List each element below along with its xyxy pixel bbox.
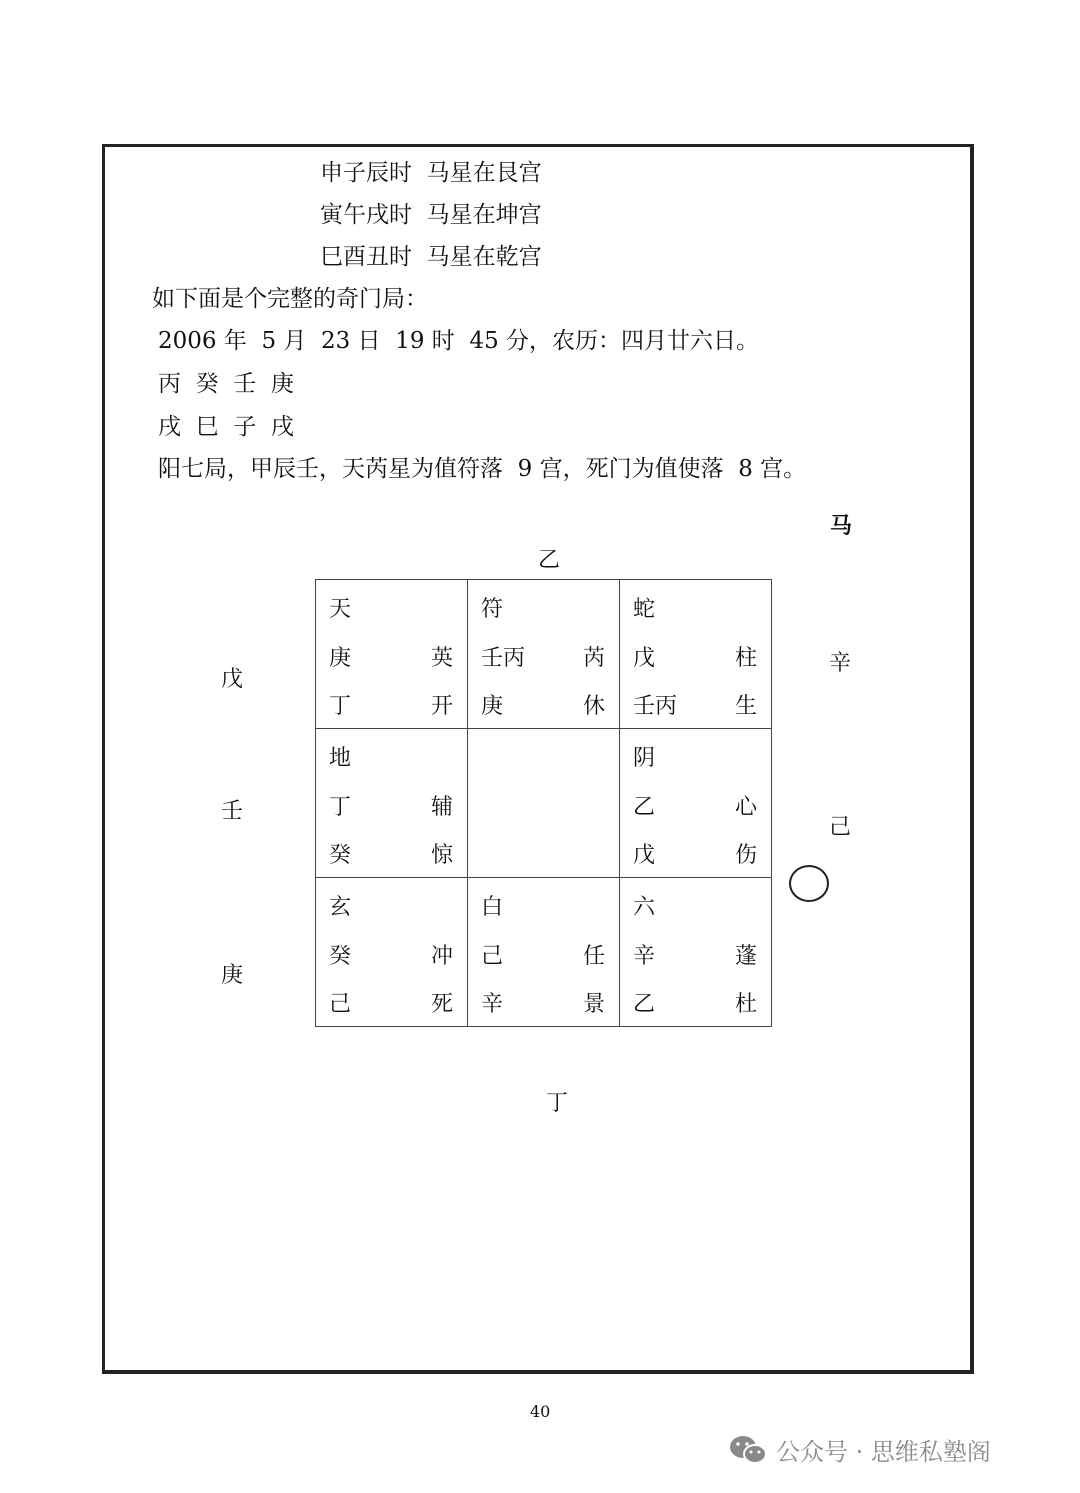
palace-cell <box>620 580 772 729</box>
outer-left-stem-1: 戊 <box>221 667 244 692</box>
palace-cell <box>468 878 620 1027</box>
ju-line: 阳七局，甲辰壬，天芮星为值符落 9 宫，死门为值使落 8 宫。 <box>158 456 807 482</box>
earth-stem: 己 <box>329 992 352 1017</box>
door: 杜 <box>734 992 757 1017</box>
earth-stem: 壬丙 <box>633 694 678 719</box>
heaven-stem: 癸 <box>329 944 352 969</box>
outer-left-stem-3: 庚 <box>221 963 244 988</box>
heaven-stem: 庚 <box>329 646 352 671</box>
door: 开 <box>430 694 453 719</box>
wechat-icon <box>728 1434 768 1466</box>
earth-stem: 癸 <box>329 843 352 868</box>
deity: 六 <box>633 895 656 920</box>
earth-stem: 辛 <box>481 992 504 1017</box>
star: 芮 <box>582 646 605 671</box>
heaven-stem: 壬丙 <box>481 646 526 671</box>
heaven-stem: 戊 <box>633 646 656 671</box>
door: 死 <box>430 992 453 1017</box>
watermark-text: 公众号 · 思维私塾阁 <box>776 1438 991 1466</box>
star: 冲 <box>430 944 453 969</box>
earth-stem: 乙 <box>633 992 656 1017</box>
intro-line-1: 申子辰时 马星在艮宫 <box>320 160 542 186</box>
door: 惊 <box>430 843 453 868</box>
earth-stem: 戊 <box>633 843 656 868</box>
page-number: 40 <box>530 1402 551 1421</box>
deity: 蛇 <box>633 597 656 622</box>
star: 心 <box>734 795 757 820</box>
pillars-stems: 丙 癸 壬 庚 <box>158 371 294 397</box>
star: 任 <box>582 944 605 969</box>
heaven-stem: 辛 <box>633 944 656 969</box>
star: 英 <box>430 646 453 671</box>
heaven-stem: 己 <box>481 944 504 969</box>
deity: 阴 <box>633 746 656 771</box>
earth-stem: 丁 <box>329 694 352 719</box>
center-palace-cell <box>468 729 620 878</box>
pillars-branches: 戌 巳 子 戌 <box>158 414 294 440</box>
palace-cell <box>468 580 620 729</box>
heaven-stem: 丁 <box>329 795 352 820</box>
earth-stem: 庚 <box>481 694 504 719</box>
deity: 玄 <box>329 895 352 920</box>
deity: 符 <box>481 597 504 622</box>
deity: 天 <box>329 597 352 622</box>
palace-cell <box>316 729 468 878</box>
outer-right-stem-1: 辛 <box>829 651 852 676</box>
intro-line-3: 巳酉丑时 马星在乾宫 <box>320 244 542 270</box>
outer-bottom-stem: 丁 <box>546 1091 569 1116</box>
outer-left-stem-2: 壬 <box>221 799 244 824</box>
star: 蓬 <box>734 944 757 969</box>
watermark <box>728 1432 991 1467</box>
palace-cell <box>620 878 772 1027</box>
date-line: 2006 年 5 月 23 日 19 时 45 分，农历：四月廿六日。 <box>158 328 760 354</box>
palace-cell <box>316 878 468 1027</box>
empty-circle-mark <box>789 865 829 902</box>
deity: 白 <box>481 895 504 920</box>
heaven-stem: 乙 <box>633 795 656 820</box>
horse-star-mark: 马 <box>830 514 853 539</box>
door: 生 <box>734 694 757 719</box>
palace-cell <box>620 729 772 878</box>
star: 柱 <box>734 646 757 671</box>
palace-cell <box>316 580 468 729</box>
paragraph-title: 如下面是个完整的奇门局： <box>152 286 428 312</box>
door: 休 <box>582 694 605 719</box>
qimen-grid <box>315 579 772 1027</box>
star: 辅 <box>430 795 453 820</box>
deity: 地 <box>329 746 352 771</box>
intro-line-2: 寅午戌时 马星在坤宫 <box>320 202 542 228</box>
outer-right-stem-2: 己 <box>829 815 852 840</box>
outer-top-stem: 乙 <box>538 548 561 573</box>
door: 伤 <box>734 843 757 868</box>
door: 景 <box>582 992 605 1017</box>
